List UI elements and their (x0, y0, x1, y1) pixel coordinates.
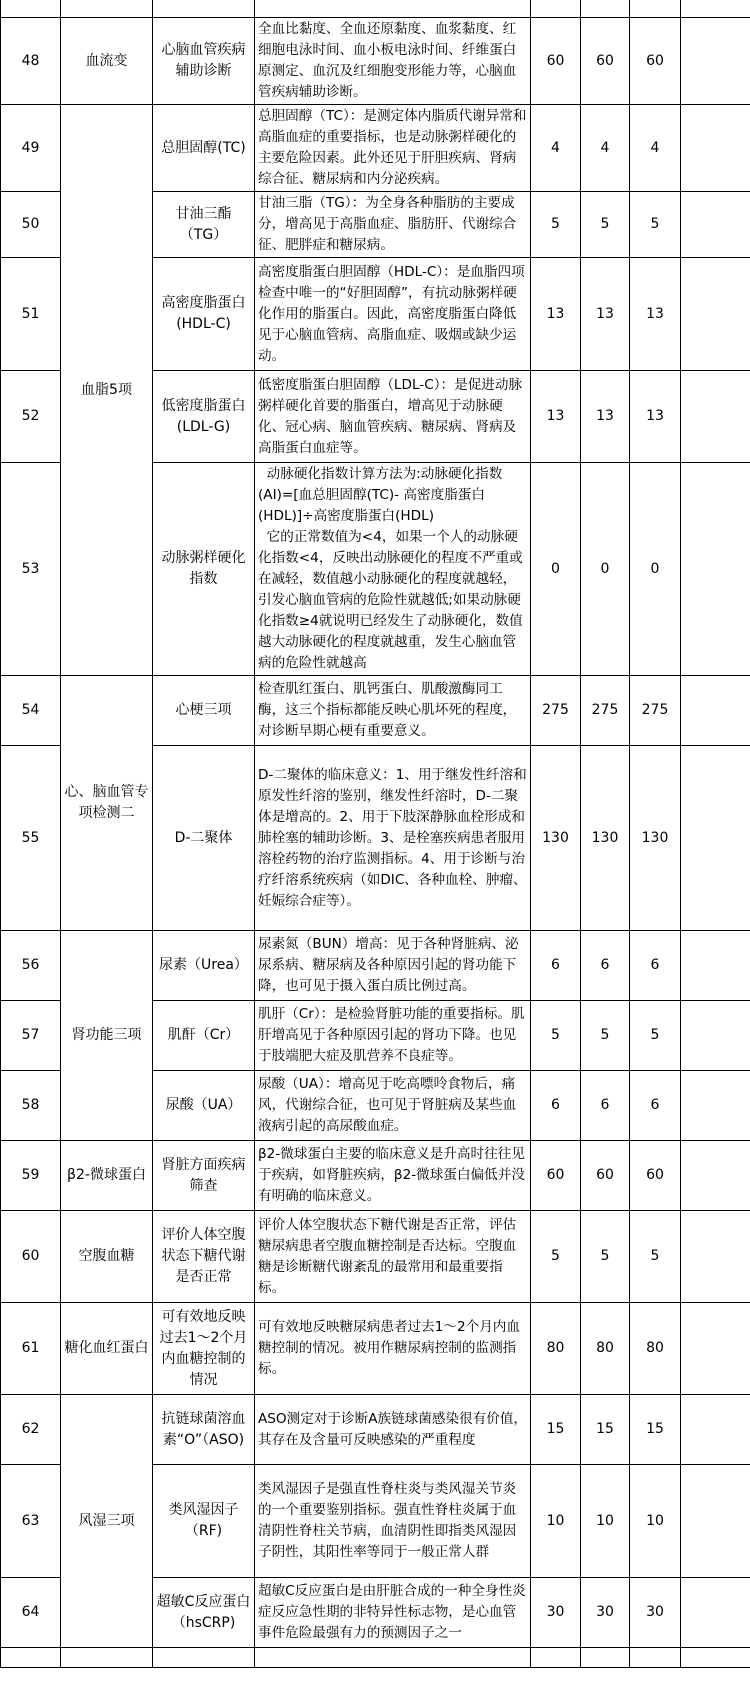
price-cell: 4 (630, 105, 681, 192)
price-cell: 275 (581, 676, 630, 746)
price-cell: 5 (581, 1211, 630, 1303)
category-cell: 血脂5项 (61, 105, 153, 676)
price-cell: 15 (581, 1395, 630, 1465)
category-cell: 心、脑血管专项检测二 (61, 676, 153, 931)
item-cell: 总胆固醇(TC) (153, 105, 255, 192)
price-cell: 30 (531, 1578, 581, 1648)
blank-cell (681, 1071, 750, 1141)
row-number: 58 (1, 1071, 61, 1141)
price-cell: 6 (531, 931, 581, 1001)
blank-cell (681, 1395, 750, 1465)
price-cell: 10 (581, 1465, 630, 1578)
description-cell: 检查肌红蛋白、肌钙蛋白、肌酸激酶同工酶，这三个指标都能反映心肌坏死的程度，对诊断早期心梗有重要意义。 (255, 676, 531, 746)
blank-cell (681, 1465, 750, 1578)
blank-cell (681, 371, 750, 463)
row-number: 49 (1, 105, 61, 192)
item-cell: 低密度脂蛋白(LDL-G) (153, 371, 255, 463)
table-row-bottom-partial (1, 1648, 750, 1668)
price-cell: 5 (581, 192, 630, 258)
blank-cell (681, 931, 750, 1001)
price-cell: 13 (630, 258, 681, 371)
blank-cell (681, 1578, 750, 1648)
cell (255, 1648, 531, 1668)
price-cell: 6 (581, 1071, 630, 1141)
price-cell: 80 (630, 1303, 681, 1395)
description-cell: 全血比黏度、全血还原黏度、血浆黏度、红细胞电泳时间、血小板电泳时间、纤维蛋白原测定、血沉及红细胞变形能力等，心脑血管疾病辅助诊断。 (255, 18, 531, 105)
blank-cell (681, 18, 750, 105)
description-cell: 动脉硬化指数计算方法为:动脉硬化指数(AI)=[血总胆固醇(TC)- 高密度脂蛋白(HDL)]÷高密度脂蛋白(HDL) 它的正常数值为<4，如果一个人的动脉硬化指数<4，反映出动脉硬化的程度不严重或在减轻，数值越小动脉硬化的程度就越轻，引发心脑血管病的危险性就越低;如果动脉硬化指数≥4就说明已经发生了动脉硬化，数值越大动脉硬化的程度就越重，发生心脑血管病的危险性就越高 (255, 463, 531, 676)
row-number: 63 (1, 1465, 61, 1578)
table-row (1, 676, 750, 746)
description-cell: 低密度脂蛋白胆固醇（LDL-C）：是促进动脉粥样硬化首要的脂蛋白，增高见于动脉硬化、冠心病、脑血管疾病、糖尿病、肾病及高脂蛋白血症等。 (255, 371, 531, 463)
price-cell: 5 (581, 1001, 630, 1071)
price-cell: 6 (531, 1071, 581, 1141)
item-cell: 评价人体空腹状态下糖代谢是否正常 (153, 1211, 255, 1303)
price-cell: 130 (630, 746, 681, 931)
row-number: 56 (1, 931, 61, 1001)
price-cell: 30 (581, 1578, 630, 1648)
cell (1, 0, 61, 18)
cell (153, 0, 255, 18)
row-number: 60 (1, 1211, 61, 1303)
category-cell: 糖化血红蛋白 (61, 1303, 153, 1395)
price-cell: 5 (630, 1211, 681, 1303)
item-cell: 可有效地反映过去1～2个月内血糖控制的情况 (153, 1303, 255, 1395)
row-number: 62 (1, 1395, 61, 1465)
cell (153, 1648, 255, 1668)
price-cell: 10 (531, 1465, 581, 1578)
item-cell: 类风湿因子（RF) (153, 1465, 255, 1578)
item-cell: 心梗三项 (153, 676, 255, 746)
item-cell: 心脑血管疾病辅助诊断 (153, 18, 255, 105)
cell (630, 0, 681, 18)
price-cell: 5 (531, 1001, 581, 1071)
price-cell: 4 (581, 105, 630, 192)
blank-cell (681, 1001, 750, 1071)
blank-cell (681, 258, 750, 371)
blank-cell (681, 1141, 750, 1211)
category-cell: β2-微球蛋白 (61, 1141, 153, 1211)
price-cell: 130 (581, 746, 630, 931)
blank-cell (681, 746, 750, 931)
row-number: 51 (1, 258, 61, 371)
price-cell: 275 (630, 676, 681, 746)
cell (61, 1648, 153, 1668)
table-row (1, 18, 750, 105)
blank-cell (681, 105, 750, 192)
cell (531, 1648, 581, 1668)
row-number: 53 (1, 463, 61, 676)
item-cell: 尿素（Urea） (153, 931, 255, 1001)
row-number: 64 (1, 1578, 61, 1648)
description-cell: 高密度脂蛋白胆固醇（HDL-C）：是血脂四项检查中唯一的“好胆固醇”，有抗动脉粥样硬化作用的脂蛋白。因此，高密度脂蛋白降低见于心脑血管病、高脂血症、吸烟或缺少运动。 (255, 258, 531, 371)
table-row (1, 1141, 750, 1211)
item-cell: 抗链球菌溶血素“O”（ASO) (153, 1395, 255, 1465)
description-cell: 肌肝（Cr）：是检验肾脏功能的重要指标。肌肝增高见于各种原因引起的肾功下降。也见于肢端肥大症及肌营养不良症等。 (255, 1001, 531, 1071)
price-cell: 60 (630, 18, 681, 105)
price-cell: 0 (630, 463, 681, 676)
price-cell: 60 (581, 18, 630, 105)
price-cell: 6 (630, 1071, 681, 1141)
description-cell: β2-微球蛋白主要的临床意义是升高时往往见于疾病，如肾脏疾病，β2-微球蛋白偏低并没有明确的临床意义。 (255, 1141, 531, 1211)
row-number: 54 (1, 676, 61, 746)
blank-cell (681, 463, 750, 676)
blank-cell (681, 1303, 750, 1395)
row-number: 50 (1, 192, 61, 258)
price-cell: 13 (581, 258, 630, 371)
item-cell: D-二聚体 (153, 746, 255, 931)
price-cell: 80 (531, 1303, 581, 1395)
description-cell: 类风湿因子是强直性脊柱炎与类风湿关节炎的一个重要鉴别指标。强直性脊柱炎属于血清阴性脊柱关节病，血清阴性即指类风湿因子阴性，其阳性率等同于一般正常人群 (255, 1465, 531, 1578)
blank-cell (681, 676, 750, 746)
table-row (1, 105, 750, 192)
description-cell: 总胆固醇（TC）：是测定体内脂质代谢异常和高脂血症的重要指标，也是动脉粥样硬化的主要危险因素。此外还见于肝胆疾病、肾病综合征、糖尿病和内分泌疾病。 (255, 105, 531, 192)
row-number: 59 (1, 1141, 61, 1211)
cell (681, 1648, 750, 1668)
item-cell: 肾脏方面疾病筛查 (153, 1141, 255, 1211)
table-row (1, 1395, 750, 1465)
price-cell: 13 (630, 371, 681, 463)
price-cell: 30 (630, 1578, 681, 1648)
price-cell: 4 (531, 105, 581, 192)
table-row (1, 1303, 750, 1395)
item-cell: 肌酐（Cr） (153, 1001, 255, 1071)
description-cell: ASO测定对于诊断A族链球菌感染很有价值，其存在及含量可反映感染的严重程度 (255, 1395, 531, 1465)
price-cell: 13 (581, 371, 630, 463)
price-cell: 5 (531, 192, 581, 258)
price-cell: 80 (581, 1303, 630, 1395)
category-cell: 风湿三项 (61, 1395, 153, 1648)
item-cell: 超敏C反应蛋白（hsCRP) (153, 1578, 255, 1648)
table-row (1, 1211, 750, 1303)
cell (531, 0, 581, 18)
table-row-top-partial (1, 0, 750, 18)
price-cell: 5 (630, 192, 681, 258)
price-cell: 275 (531, 676, 581, 746)
price-cell: 130 (531, 746, 581, 931)
category-cell: 血流变 (61, 18, 153, 105)
description-cell: 超敏C反应蛋白是由肝脏合成的一种全身性炎症反应急性期的非特异性标志物，是心血管事件危险最强有力的预测因子之一 (255, 1578, 531, 1648)
price-cell: 0 (531, 463, 581, 676)
price-cell: 15 (630, 1395, 681, 1465)
cell (1, 1648, 61, 1668)
price-cell: 13 (531, 258, 581, 371)
description-cell: 甘油三脂（TG）：为全身各种脂肪的主要成分，增高见于高脂血症、脂肪肝、代谢综合征、肥胖症和糖尿病。 (255, 192, 531, 258)
cell (581, 1648, 630, 1668)
description-cell: 尿素氮（BUN）增高：见于各种肾脏病、泌尿系病、糖尿病及各种原因引起的肾功能下降，也可见于摄入蛋白质比例过高。 (255, 931, 531, 1001)
cell (581, 0, 630, 18)
price-cell: 13 (531, 371, 581, 463)
table-row (1, 931, 750, 1001)
row-number: 52 (1, 371, 61, 463)
row-number: 48 (1, 18, 61, 105)
item-cell: 动脉粥样硬化指数 (153, 463, 255, 676)
description-cell: 评价人体空腹状态下糖代谢是否正常，评估糖尿病患者空腹血糖控制是否达标。空腹血糖是诊断糖代谢紊乱的最常用和最重要指标。 (255, 1211, 531, 1303)
item-cell: 甘油三酯（TG） (153, 192, 255, 258)
price-cell: 15 (531, 1395, 581, 1465)
cell (681, 0, 750, 18)
cell (255, 0, 531, 18)
item-cell: 高密度脂蛋白(HDL-C) (153, 258, 255, 371)
item-cell: 尿酸（UA） (153, 1071, 255, 1141)
row-number: 57 (1, 1001, 61, 1071)
description-cell: D-二聚体的临床意义：1、用于继发性纤溶和原发性纤溶的鉴别，继发性纤溶时，D-二聚体是增高的。2、用于下肢深静脉血栓形成和肺栓塞的辅助诊断。3、是栓塞疾病患者服用溶栓药物的治疗监测指标。4、用于诊断与治疗纤溶系统疾病（如DIC、各种血栓、肿瘤、妊娠综合症等）。 (255, 746, 531, 931)
row-number: 55 (1, 746, 61, 931)
category-cell: 肾功能三项 (61, 931, 153, 1141)
price-cell: 10 (630, 1465, 681, 1578)
price-cell: 5 (630, 1001, 681, 1071)
price-cell: 60 (630, 1141, 681, 1211)
price-cell: 6 (581, 931, 630, 1001)
category-cell: 空腹血糖 (61, 1211, 153, 1303)
cell (61, 0, 153, 18)
price-cell: 60 (531, 18, 581, 105)
price-cell: 60 (581, 1141, 630, 1211)
price-cell: 60 (531, 1141, 581, 1211)
blank-cell (681, 192, 750, 258)
description-cell: 可有效地反映糖尿病患者过去1～2个月内血糖控制的情况。被用作糖尿病控制的监测指标。 (255, 1303, 531, 1395)
price-cell: 5 (531, 1211, 581, 1303)
price-cell: 0 (581, 463, 630, 676)
description-cell: 尿酸（UA）：增高见于吃高嘌呤食物后，痛风，代谢综合征，也可见于肾脏病及某些血液病引起的高尿酸血症。 (255, 1071, 531, 1141)
price-cell: 6 (630, 931, 681, 1001)
blank-cell (681, 1211, 750, 1303)
cell (630, 1648, 681, 1668)
row-number: 61 (1, 1303, 61, 1395)
